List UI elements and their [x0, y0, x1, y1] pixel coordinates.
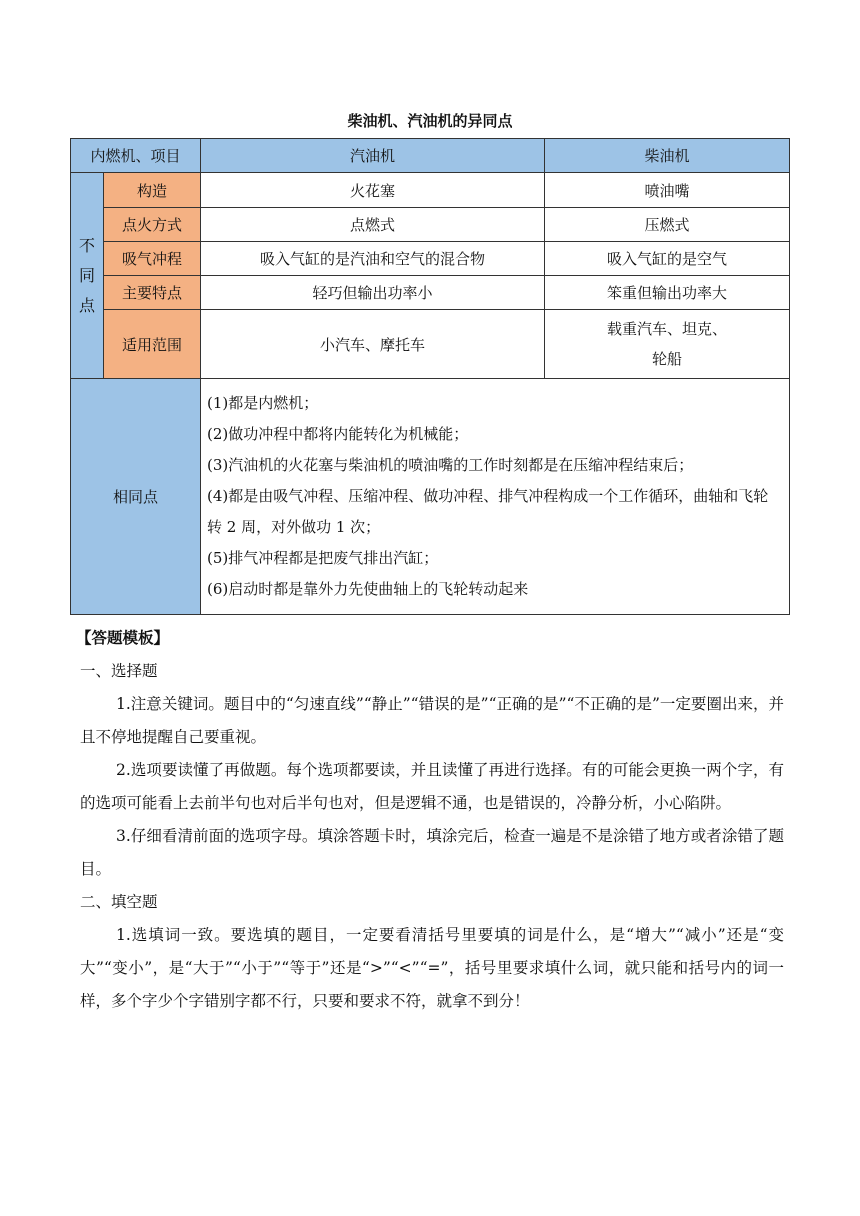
row-item: 吸气冲程	[104, 242, 201, 276]
row-diesel: 吸入气缸的是空气	[545, 242, 790, 276]
paragraph: 2.选项要读懂了再做题。每个选项都要读，并且读懂了再进行选择。有的可能会更换一两个字，有的选项可能看上去前半句也对后半句也对，但是逻辑不通，也是错误的，冷静分析，小心陷阱。	[80, 761, 784, 812]
same-row	[71, 379, 790, 615]
row-gasoline: 吸入气缸的是汽油和空气的混合物	[201, 242, 545, 276]
diff-label: 不 同 点	[71, 173, 104, 379]
table-header-row	[71, 139, 790, 173]
same-label: 相同点	[71, 379, 201, 615]
same-list	[201, 379, 790, 615]
same-item: (5)排气冲程都是把废气排出汽缸；	[207, 549, 439, 567]
paragraph: 1.选填词一致。要选填的题目，一定要看清括号里要填的词是什么，是“增大”“减小”还是“变大”“变小”，是“大于”“小于”“等于”还是“>”“<”“=”，括号里要求填什么词，就只能和括号内的词一样，多个字少个字错别字都不行，只要和要求不符，就拿不到分！	[80, 926, 784, 1010]
diesel-range-line1: 载重汽车、坦克、	[607, 320, 728, 338]
paragraph: 3.仔细看清前面的选项字母。填涂答题卡时，填涂完后，检查一遍是不是涂错了地方或者涂错了题目。	[80, 827, 784, 878]
row-gasoline: 小汽车、摩托车	[201, 310, 545, 379]
row-gasoline: 轻巧但输出功率小	[201, 276, 545, 310]
header-diesel: 柴油机	[545, 139, 790, 173]
row-item: 构造	[104, 173, 201, 208]
table-row	[71, 276, 790, 310]
row-gasoline: 点燃式	[201, 208, 545, 242]
same-item: (2)做功冲程中都将内能转化为机械能；	[207, 425, 469, 443]
table-row	[71, 242, 790, 276]
section-heading: 一、选择题	[80, 662, 158, 680]
same-item: (6)启动时都是靠外力先使曲轴上的飞轮转动起来	[207, 580, 529, 598]
same-item: (4)都是由吸气冲程、压缩冲程、做功冲程、排气冲程构成一个工作循环，曲轴和飞轮转 2 周，对外做功 1 次；	[207, 487, 769, 536]
same-item: (1)都是内燃机；	[207, 394, 319, 412]
header-gasoline: 汽油机	[201, 139, 545, 173]
row-item: 点火方式	[104, 208, 201, 242]
row-diesel	[545, 310, 790, 379]
table-title: 柴油机、汽油机的异同点	[347, 112, 513, 130]
answer-template-text	[76, 622, 784, 1018]
header-item: 内燃机、项目	[71, 139, 201, 173]
row-diesel: 压燃式	[545, 208, 790, 242]
section-heading: 二、填空题	[80, 893, 158, 911]
row-gasoline: 火花塞	[201, 173, 545, 208]
diesel-range-line2: 轮船	[652, 350, 683, 368]
comparison-table	[70, 138, 790, 615]
table-row	[71, 173, 790, 208]
row-diesel: 笨重但输出功率大	[545, 276, 790, 310]
template-heading: 【答题模板】	[76, 629, 170, 647]
same-item: (3)汽油机的火花塞与柴油机的喷油嘴的工作时刻都是在压缩冲程结束后；	[207, 456, 694, 474]
row-item: 主要特点	[104, 276, 201, 310]
row-diesel: 喷油嘴	[545, 173, 790, 208]
table-row	[71, 208, 790, 242]
row-item: 适用范围	[104, 310, 201, 379]
paragraph: 1.注意关键词。题目中的“匀速直线”“静止”“错误的是”“正确的是”“不正确的是”一定要圈出来，并且不停地提醒自己要重视。	[80, 695, 784, 746]
table-row	[71, 310, 790, 379]
